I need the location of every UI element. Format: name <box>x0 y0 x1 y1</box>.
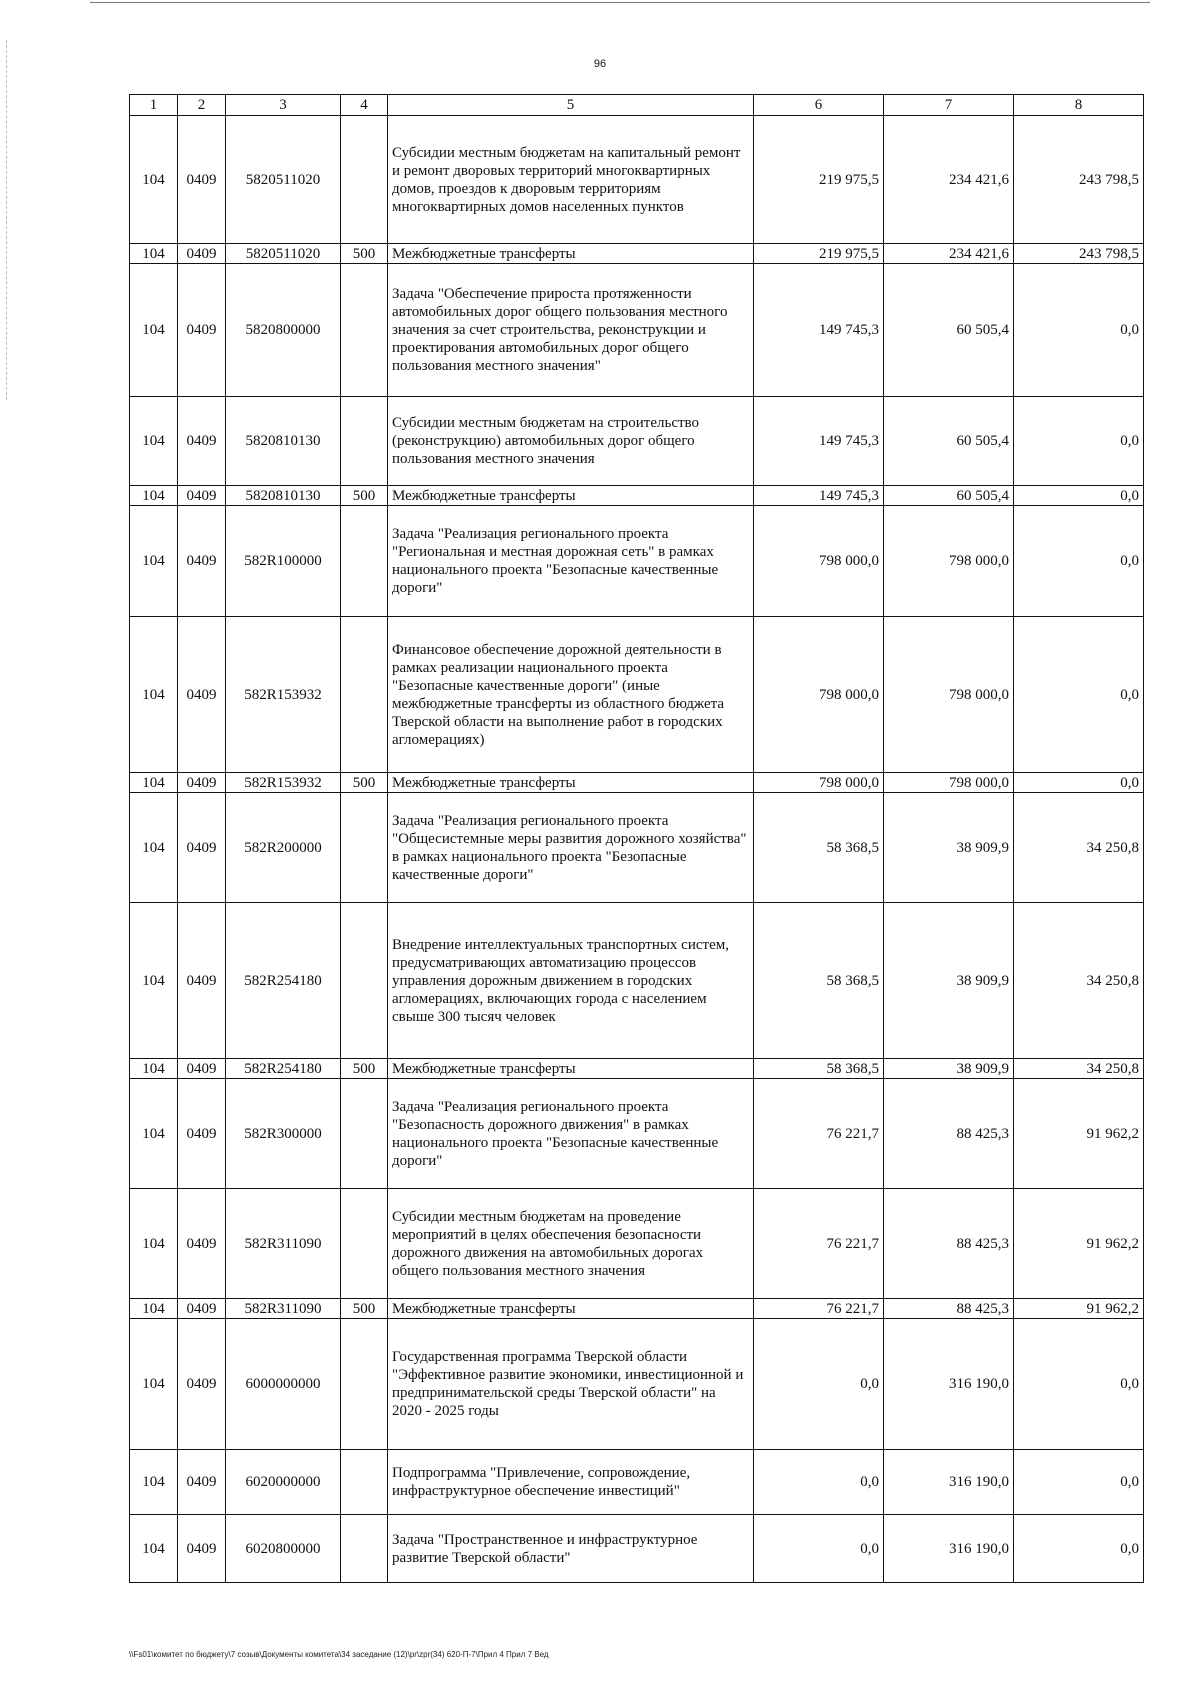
cell-section-code: 0409 <box>178 617 226 773</box>
cell-section-code: 0409 <box>178 903 226 1059</box>
cell-expense-type: 500 <box>341 1299 388 1319</box>
cell-description: Задача "Пространственное и инфраструктурное развитие Тверской области" <box>388 1515 754 1583</box>
cell-ministry-code: 104 <box>130 244 178 264</box>
cell-amount-year1: 798 000,0 <box>754 617 884 773</box>
cell-description: Субсидии местным бюджетам на проведение мероприятий в целях обеспечения безопасности дорожного движения на автомобильных дорогах общего пользования местного значения <box>388 1189 754 1299</box>
cell-amount-year1: 76 221,7 <box>754 1299 884 1319</box>
table-row <box>130 1189 1144 1299</box>
table-row <box>130 1299 1144 1319</box>
cell-description: Межбюджетные трансферты <box>388 486 754 506</box>
cell-expense-type: 500 <box>341 486 388 506</box>
cell-description: Задача "Обеспечение прироста протяженности автомобильных дорог общего пользования местного значения за счет строительства, реконструкции и проектирования автомобильных дорог общего пользования местного значения" <box>388 264 754 397</box>
cell-amount-year3: 0,0 <box>1014 1515 1144 1583</box>
cell-section-code: 0409 <box>178 264 226 397</box>
cell-amount-year3: 34 250,8 <box>1014 1059 1144 1079</box>
cell-ministry-code: 104 <box>130 793 178 903</box>
cell-expense-type <box>341 397 388 486</box>
column-header: 6 <box>754 95 884 116</box>
cell-target-article: 5820511020 <box>226 116 341 244</box>
cell-amount-year3: 0,0 <box>1014 1319 1144 1450</box>
cell-description: Подпрограмма "Привлечение, сопровождение, инфраструктурное обеспечение инвестиций" <box>388 1450 754 1515</box>
cell-target-article: 582R254180 <box>226 903 341 1059</box>
table-row <box>130 903 1144 1059</box>
cell-amount-year3: 0,0 <box>1014 773 1144 793</box>
cell-ministry-code: 104 <box>130 1079 178 1189</box>
cell-section-code: 0409 <box>178 486 226 506</box>
cell-amount-year2: 234 421,6 <box>884 116 1014 244</box>
cell-amount-year1: 0,0 <box>754 1319 884 1450</box>
cell-description: Финансовое обеспечение дорожной деятельности в рамках реализации национального проекта "Безопасные качественные дороги" (иные межбюджетные трансферты из областного бюджета Тверской области на выполнение работ в городских агломерациях) <box>388 617 754 773</box>
cell-target-article: 5820810130 <box>226 486 341 506</box>
cell-section-code: 0409 <box>178 1450 226 1515</box>
table-row <box>130 264 1144 397</box>
cell-ministry-code: 104 <box>130 397 178 486</box>
cell-amount-year2: 88 425,3 <box>884 1079 1014 1189</box>
table-row <box>130 486 1144 506</box>
cell-amount-year1: 798 000,0 <box>754 773 884 793</box>
cell-amount-year1: 76 221,7 <box>754 1079 884 1189</box>
cell-amount-year3: 0,0 <box>1014 506 1144 617</box>
cell-amount-year1: 798 000,0 <box>754 506 884 617</box>
column-header: 8 <box>1014 95 1144 116</box>
cell-target-article: 5820810130 <box>226 397 341 486</box>
scan-edge-line <box>90 2 1150 3</box>
table-row <box>130 1079 1144 1189</box>
cell-target-article: 582R153932 <box>226 773 341 793</box>
cell-section-code: 0409 <box>178 1299 226 1319</box>
cell-section-code: 0409 <box>178 773 226 793</box>
cell-amount-year1: 219 975,5 <box>754 244 884 264</box>
cell-target-article: 582R311090 <box>226 1299 341 1319</box>
table-row <box>130 1515 1144 1583</box>
cell-target-article: 582R254180 <box>226 1059 341 1079</box>
column-header: 2 <box>178 95 226 116</box>
cell-amount-year2: 38 909,9 <box>884 903 1014 1059</box>
cell-ministry-code: 104 <box>130 486 178 506</box>
cell-ministry-code: 104 <box>130 1319 178 1450</box>
cell-section-code: 0409 <box>178 1079 226 1189</box>
cell-amount-year1: 0,0 <box>754 1450 884 1515</box>
cell-amount-year1: 58 368,5 <box>754 1059 884 1079</box>
table-row <box>130 773 1144 793</box>
cell-amount-year3: 243 798,5 <box>1014 116 1144 244</box>
cell-target-article: 582R100000 <box>226 506 341 617</box>
cell-amount-year3: 0,0 <box>1014 486 1144 506</box>
cell-amount-year3: 0,0 <box>1014 1450 1144 1515</box>
cell-expense-type <box>341 617 388 773</box>
cell-section-code: 0409 <box>178 793 226 903</box>
cell-amount-year1: 0,0 <box>754 1515 884 1583</box>
cell-target-article: 582R311090 <box>226 1189 341 1299</box>
cell-amount-year3: 0,0 <box>1014 397 1144 486</box>
cell-expense-type <box>341 1189 388 1299</box>
cell-amount-year2: 234 421,6 <box>884 244 1014 264</box>
cell-target-article: 6000000000 <box>226 1319 341 1450</box>
cell-target-article: 582R300000 <box>226 1079 341 1189</box>
table-row <box>130 244 1144 264</box>
cell-expense-type <box>341 506 388 617</box>
table-row <box>130 1319 1144 1450</box>
cell-amount-year3: 91 962,2 <box>1014 1189 1144 1299</box>
footer-file-path: \\Fs01\комитет по бюджету\7 созыв\Документы комитета\34 заседание (12)\pr\zpr(34) 620-П-7\Прил 4 Прил 7 Вед <box>129 1650 549 1659</box>
cell-section-code: 0409 <box>178 116 226 244</box>
cell-amount-year3: 243 798,5 <box>1014 244 1144 264</box>
cell-amount-year2: 798 000,0 <box>884 773 1014 793</box>
cell-section-code: 0409 <box>178 506 226 617</box>
cell-amount-year2: 316 190,0 <box>884 1450 1014 1515</box>
cell-amount-year2: 798 000,0 <box>884 617 1014 773</box>
cell-expense-type <box>341 793 388 903</box>
cell-expense-type <box>341 1515 388 1583</box>
cell-description: Межбюджетные трансферты <box>388 773 754 793</box>
cell-ministry-code: 104 <box>130 1515 178 1583</box>
cell-description: Межбюджетные трансферты <box>388 1059 754 1079</box>
cell-amount-year2: 60 505,4 <box>884 397 1014 486</box>
cell-amount-year3: 34 250,8 <box>1014 793 1144 903</box>
cell-description: Задача "Реализация регионального проекта "Общесистемные меры развития дорожного хозяйства" в рамках национального проекта "Безопасные качественные дороги" <box>388 793 754 903</box>
cell-amount-year2: 316 190,0 <box>884 1319 1014 1450</box>
table-row <box>130 1450 1144 1515</box>
table-row <box>130 793 1144 903</box>
cell-target-article: 582R153932 <box>226 617 341 773</box>
cell-description: Субсидии местным бюджетам на строительство (реконструкцию) автомобильных дорог общего пользования местного значения <box>388 397 754 486</box>
cell-expense-type <box>341 1319 388 1450</box>
cell-expense-type: 500 <box>341 244 388 264</box>
cell-description: Внедрение интеллектуальных транспортных систем, предусматривающих автоматизацию процессов управления дорожным движением в городских агломерациях, включающих города с населением свыше 300 тысяч человек <box>388 903 754 1059</box>
column-header: 1 <box>130 95 178 116</box>
cell-amount-year3: 91 962,2 <box>1014 1079 1144 1189</box>
table-row <box>130 1059 1144 1079</box>
cell-ministry-code: 104 <box>130 116 178 244</box>
cell-amount-year2: 38 909,9 <box>884 793 1014 903</box>
column-header: 7 <box>884 95 1014 116</box>
cell-amount-year1: 58 368,5 <box>754 793 884 903</box>
cell-target-article: 6020800000 <box>226 1515 341 1583</box>
cell-amount-year1: 219 975,5 <box>754 116 884 244</box>
cell-expense-type <box>341 1079 388 1189</box>
cell-target-article: 5820800000 <box>226 264 341 397</box>
budget-table <box>129 94 1144 1583</box>
cell-ministry-code: 104 <box>130 1299 178 1319</box>
cell-amount-year1: 149 745,3 <box>754 486 884 506</box>
cell-section-code: 0409 <box>178 1189 226 1299</box>
cell-ministry-code: 104 <box>130 1450 178 1515</box>
cell-amount-year2: 60 505,4 <box>884 264 1014 397</box>
table-header-row <box>130 95 1144 116</box>
cell-description: Субсидии местным бюджетам на капитальный ремонт и ремонт дворовых территорий многоквартирных домов, проездов к дворовым территориям многоквартирных домов населенных пунктов <box>388 116 754 244</box>
page-number: 96 <box>593 58 607 70</box>
cell-ministry-code: 104 <box>130 1189 178 1299</box>
scan-margin-mark <box>6 40 7 400</box>
cell-amount-year1: 76 221,7 <box>754 1189 884 1299</box>
cell-expense-type <box>341 116 388 244</box>
cell-description: Задача "Реализация регионального проекта "Безопасность дорожного движения" в рамках национального проекта "Безопасные качественные дороги" <box>388 1079 754 1189</box>
cell-ministry-code: 104 <box>130 506 178 617</box>
cell-amount-year2: 38 909,9 <box>884 1059 1014 1079</box>
cell-expense-type: 500 <box>341 1059 388 1079</box>
table-row <box>130 397 1144 486</box>
column-header: 4 <box>341 95 388 116</box>
cell-target-article: 5820511020 <box>226 244 341 264</box>
cell-amount-year1: 58 368,5 <box>754 903 884 1059</box>
cell-ministry-code: 104 <box>130 264 178 397</box>
cell-ministry-code: 104 <box>130 617 178 773</box>
cell-ministry-code: 104 <box>130 1059 178 1079</box>
cell-description: Межбюджетные трансферты <box>388 244 754 264</box>
cell-target-article: 6020000000 <box>226 1450 341 1515</box>
cell-amount-year3: 0,0 <box>1014 617 1144 773</box>
table-row <box>130 506 1144 617</box>
table-row <box>130 617 1144 773</box>
column-header: 5 <box>388 95 754 116</box>
cell-expense-type <box>341 1450 388 1515</box>
cell-target-article: 582R200000 <box>226 793 341 903</box>
cell-section-code: 0409 <box>178 397 226 486</box>
column-header: 3 <box>226 95 341 116</box>
cell-amount-year2: 88 425,3 <box>884 1299 1014 1319</box>
cell-amount-year2: 798 000,0 <box>884 506 1014 617</box>
table-row <box>130 116 1144 244</box>
cell-expense-type <box>341 264 388 397</box>
cell-description: Государственная программа Тверской области "Эффективное развитие экономики, инвестиционной и предпринимательской среды Тверской области" на 2020 - 2025 годы <box>388 1319 754 1450</box>
cell-amount-year2: 316 190,0 <box>884 1515 1014 1583</box>
cell-amount-year3: 34 250,8 <box>1014 903 1144 1059</box>
cell-ministry-code: 104 <box>130 903 178 1059</box>
cell-amount-year2: 88 425,3 <box>884 1189 1014 1299</box>
cell-amount-year2: 60 505,4 <box>884 486 1014 506</box>
cell-section-code: 0409 <box>178 1059 226 1079</box>
cell-expense-type <box>341 903 388 1059</box>
cell-amount-year3: 0,0 <box>1014 264 1144 397</box>
cell-expense-type: 500 <box>341 773 388 793</box>
cell-description: Задача "Реализация регионального проекта "Региональная и местная дорожная сеть" в рамках национального проекта "Безопасные качественные дороги" <box>388 506 754 617</box>
cell-section-code: 0409 <box>178 1319 226 1450</box>
cell-amount-year1: 149 745,3 <box>754 397 884 486</box>
cell-amount-year1: 149 745,3 <box>754 264 884 397</box>
cell-amount-year3: 91 962,2 <box>1014 1299 1144 1319</box>
cell-section-code: 0409 <box>178 244 226 264</box>
cell-ministry-code: 104 <box>130 773 178 793</box>
cell-description: Межбюджетные трансферты <box>388 1299 754 1319</box>
cell-section-code: 0409 <box>178 1515 226 1583</box>
